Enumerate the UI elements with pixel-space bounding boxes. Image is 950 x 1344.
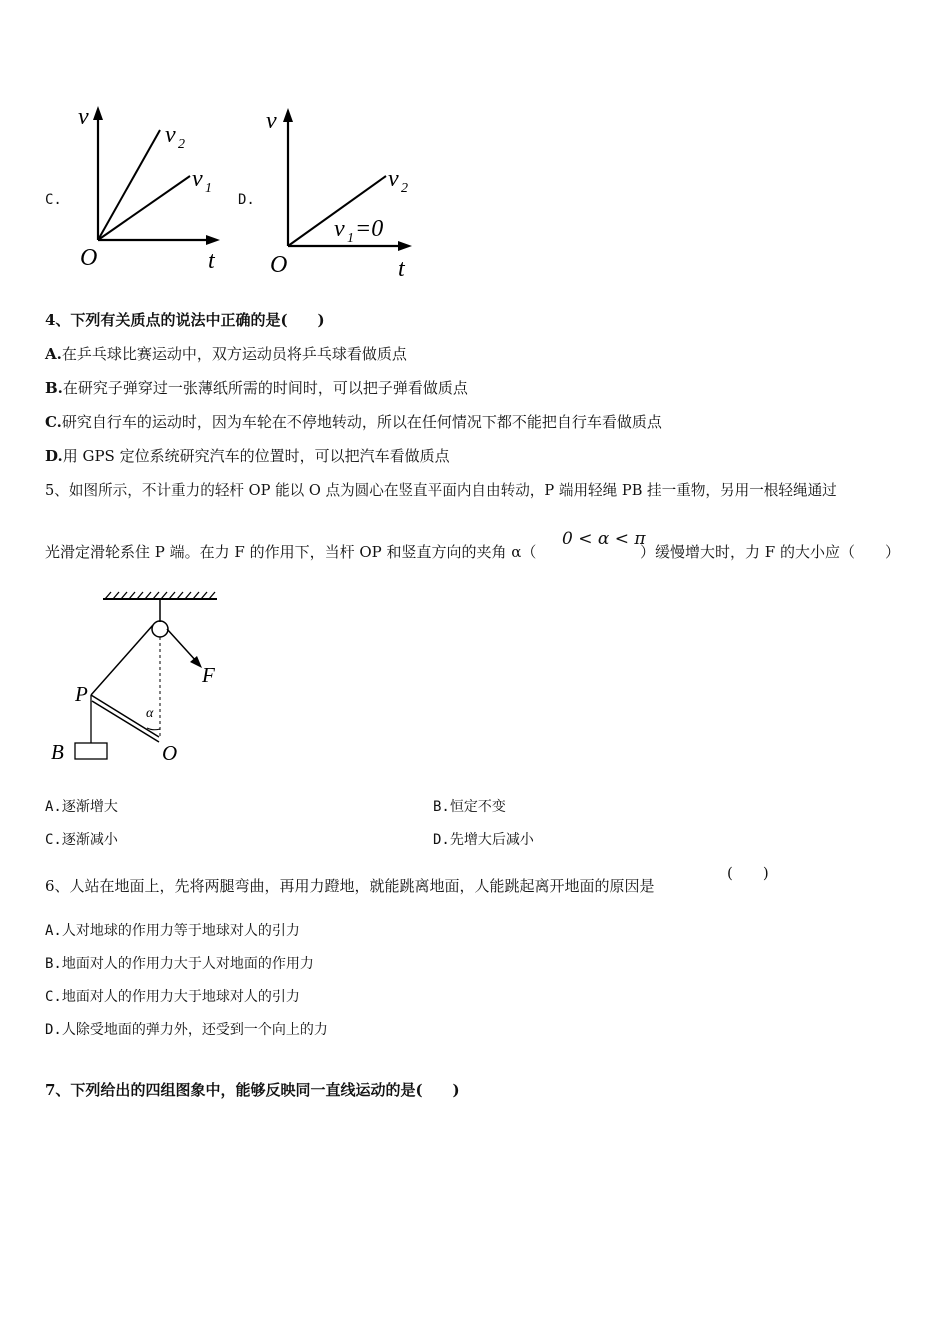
- q5-stem-line2b: ）缓慢增大时，力 F 的大小应（ ）: [640, 543, 900, 561]
- q6-option-a: A.人对地球的作用力等于地球对人的引力: [45, 923, 300, 939]
- q5-stem-line1: 5、如图所示，不计重力的轻杆 OP 能以 O 点为圆心在竖直平面内自由转动，P 端用轻绳 PB 挂一重物，另用一根轻绳通过: [45, 482, 837, 499]
- origin-label: O: [270, 252, 288, 278]
- q4-stem: 4、下列有关质点的说法中正确的是( ): [45, 311, 325, 329]
- q6-paren: ( ): [727, 864, 769, 882]
- q4-option-d: D.用 GPS 定位系统研究汽车的位置时，可以把汽车看做质点: [45, 447, 450, 465]
- q7-stem: 7、下列给出的四组图象中，能够反映同一直线运动的是( ): [45, 1081, 460, 1099]
- graph-c: [70, 100, 230, 280]
- v2-label: v: [388, 166, 399, 192]
- angle-alpha-label: α: [146, 706, 154, 721]
- v2-subscript: 2: [178, 137, 185, 152]
- v1-equals-zero: =0: [355, 216, 384, 242]
- q6-option-b: B.地面对人的作用力大于人对地面的作用力: [45, 956, 314, 972]
- v1-label: v: [334, 216, 345, 242]
- v2-subscript: 2: [401, 181, 408, 196]
- axis-v-label: v: [266, 108, 277, 134]
- v1-subscript: 1: [205, 181, 212, 196]
- v1-subscript: 1: [347, 231, 354, 246]
- q4-option-b: B.在研究子弹穿过一张薄纸所需的时间时，可以把子弹看做质点: [45, 379, 468, 397]
- axis-t-label: t: [208, 248, 215, 274]
- q4-option-c: C.研究自行车的运动时，因为车轮在不停地转动，所以在任何情况下都不能把自行车看做质点: [45, 413, 662, 431]
- q4-option-a: A.在乒乓球比赛运动中，双方运动员将乒乓球看做质点: [45, 345, 407, 363]
- q6-stem: 6、人站在地面上，先将两腿弯曲，再用力蹬地，就能跳离地面，人能跳起离开地面的原因是: [45, 877, 655, 895]
- q5-option-d: D.先增大后减小: [433, 832, 534, 848]
- block-b-label: B: [51, 740, 64, 764]
- q6-option-d: D.人除受地面的弹力外，还受到一个向上的力: [45, 1022, 328, 1038]
- option-d-label: D.: [238, 192, 255, 208]
- origin-label: O: [80, 245, 98, 271]
- graph-d: [262, 100, 432, 285]
- point-o-label: O: [162, 741, 178, 765]
- q5-figure: [45, 585, 245, 770]
- force-f-label: F: [202, 663, 215, 687]
- q5-option-b: B.恒定不变: [433, 799, 506, 815]
- q6-option-c: C.地面对人的作用力大于地球对人的引力: [45, 989, 300, 1005]
- axis-v-label: v: [78, 104, 89, 130]
- q5-option-c: C.逐渐减小: [45, 832, 118, 848]
- q5-angle-condition: 0 < α < π: [562, 529, 646, 549]
- q5-option-a: A.逐渐增大: [45, 799, 118, 815]
- axis-t-label: t: [398, 256, 405, 282]
- v1-label: v: [192, 166, 203, 192]
- q5-stem-line2a: 光滑定滑轮系住 P 端。在力 F 的作用下，当杆 OP 和竖直方向的夹角 α（: [45, 543, 537, 561]
- option-c-label: C.: [45, 192, 62, 208]
- v2-label: v: [165, 122, 176, 148]
- point-p-label: P: [75, 682, 88, 706]
